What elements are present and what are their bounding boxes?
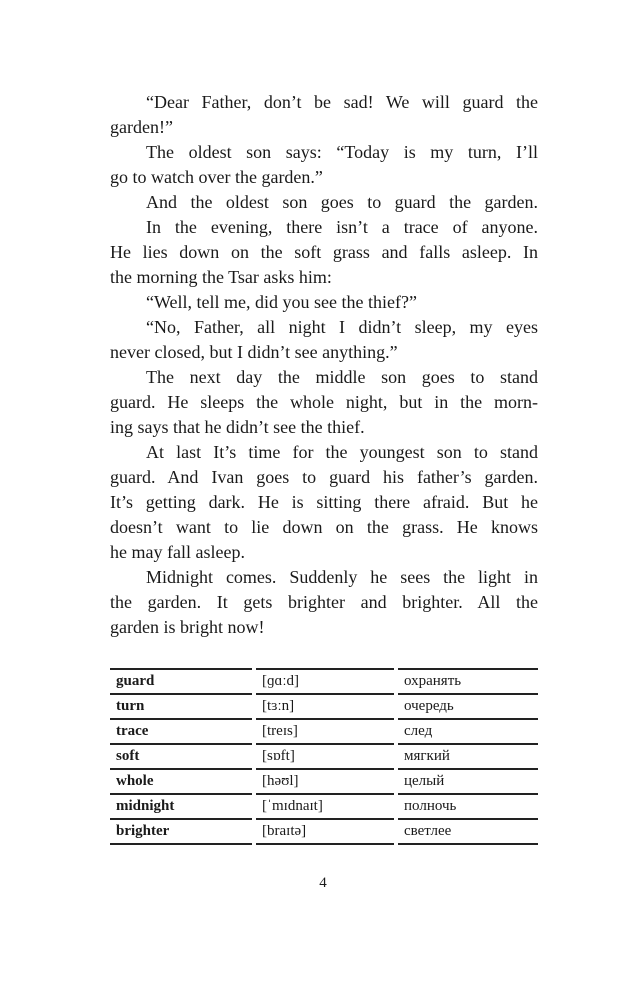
text-line: Midnight comes. Suddenly he sees the light in [146,567,538,587]
text-line: In the evening, there isn’t a trace of anyone. [146,217,538,237]
vocab-word: brighter [110,818,252,845]
vocab-word: guard [110,668,252,693]
vocab-transcription: [ɡɑːd] [256,668,394,693]
text-line: “No, Father, all night I didn’t sleep, my eyes [146,317,538,337]
text-line: guard. He sleeps the whole night, but in the morn- [110,392,538,412]
vocab-word: midnight [110,793,252,818]
text-line: doesn’t want to lie down on the grass. He knows [110,517,538,537]
text-line: ing says that he didn’t see the thief. [110,417,365,437]
vocab-row [110,693,538,718]
vocab-translation: светлее [398,818,538,845]
vocab-row [110,768,538,793]
vocab-word: turn [110,693,252,718]
vocab-transcription: [braɪtə] [256,818,394,845]
text-line: The next day the middle son goes to stand [146,367,538,387]
vocab-translation: очередь [398,693,538,718]
vocab-word: whole [110,768,252,793]
vocab-translation: полночь [398,793,538,818]
story-text [110,90,538,640]
text-line: “Dear Father, don’t be sad! We will guard the [146,92,538,112]
text-line: And the oldest son goes to guard the garden. [146,192,538,212]
text-line: “Well, tell me, did you see the thief?” [146,292,417,312]
text-line: guard. And Ivan goes to guard his father’s garden. [110,467,538,487]
vocab-row [110,743,538,768]
text-line: It’s getting dark. He is sitting there afraid. But he [110,492,538,512]
vocab-translation: мягкий [398,743,538,768]
page-number: 4 [319,875,327,891]
vocab-row [110,818,538,845]
text-line: the garden. It gets brighter and brighter. All the [110,592,538,612]
vocab-transcription: [ˈmɪdnaɪt] [256,793,394,818]
vocab-row [110,718,538,743]
vocab-row [110,793,538,818]
text-line: garden is bright now! [110,617,265,637]
text-line: he may fall asleep. [110,542,245,562]
vocab-transcription: [treɪs] [256,718,394,743]
vocab-translation: целый [398,768,538,793]
vocab-transcription: [sɒft] [256,743,394,768]
text-line: The oldest son says: “Today is my turn, I’ll [146,142,538,162]
vocab-row [110,668,538,693]
vocab-transcription: [həʊl] [256,768,394,793]
vocab-word: soft [110,743,252,768]
vocabulary-table [106,668,542,845]
vocab-word: trace [110,718,252,743]
text-line: He lies down on the soft grass and falls asleep. In [110,242,538,262]
vocab-translation: след [398,718,538,743]
text-line: garden!” [110,117,173,137]
text-line: go to watch over the garden.” [110,167,323,187]
vocab-translation: охранять [398,668,538,693]
text-line: the morning the Tsar asks him: [110,267,332,287]
vocab-transcription: [tɜːn] [256,693,394,718]
text-line: never closed, but I didn’t see anything.” [110,342,398,362]
text-line: At last It’s time for the youngest son to stand [146,442,538,462]
